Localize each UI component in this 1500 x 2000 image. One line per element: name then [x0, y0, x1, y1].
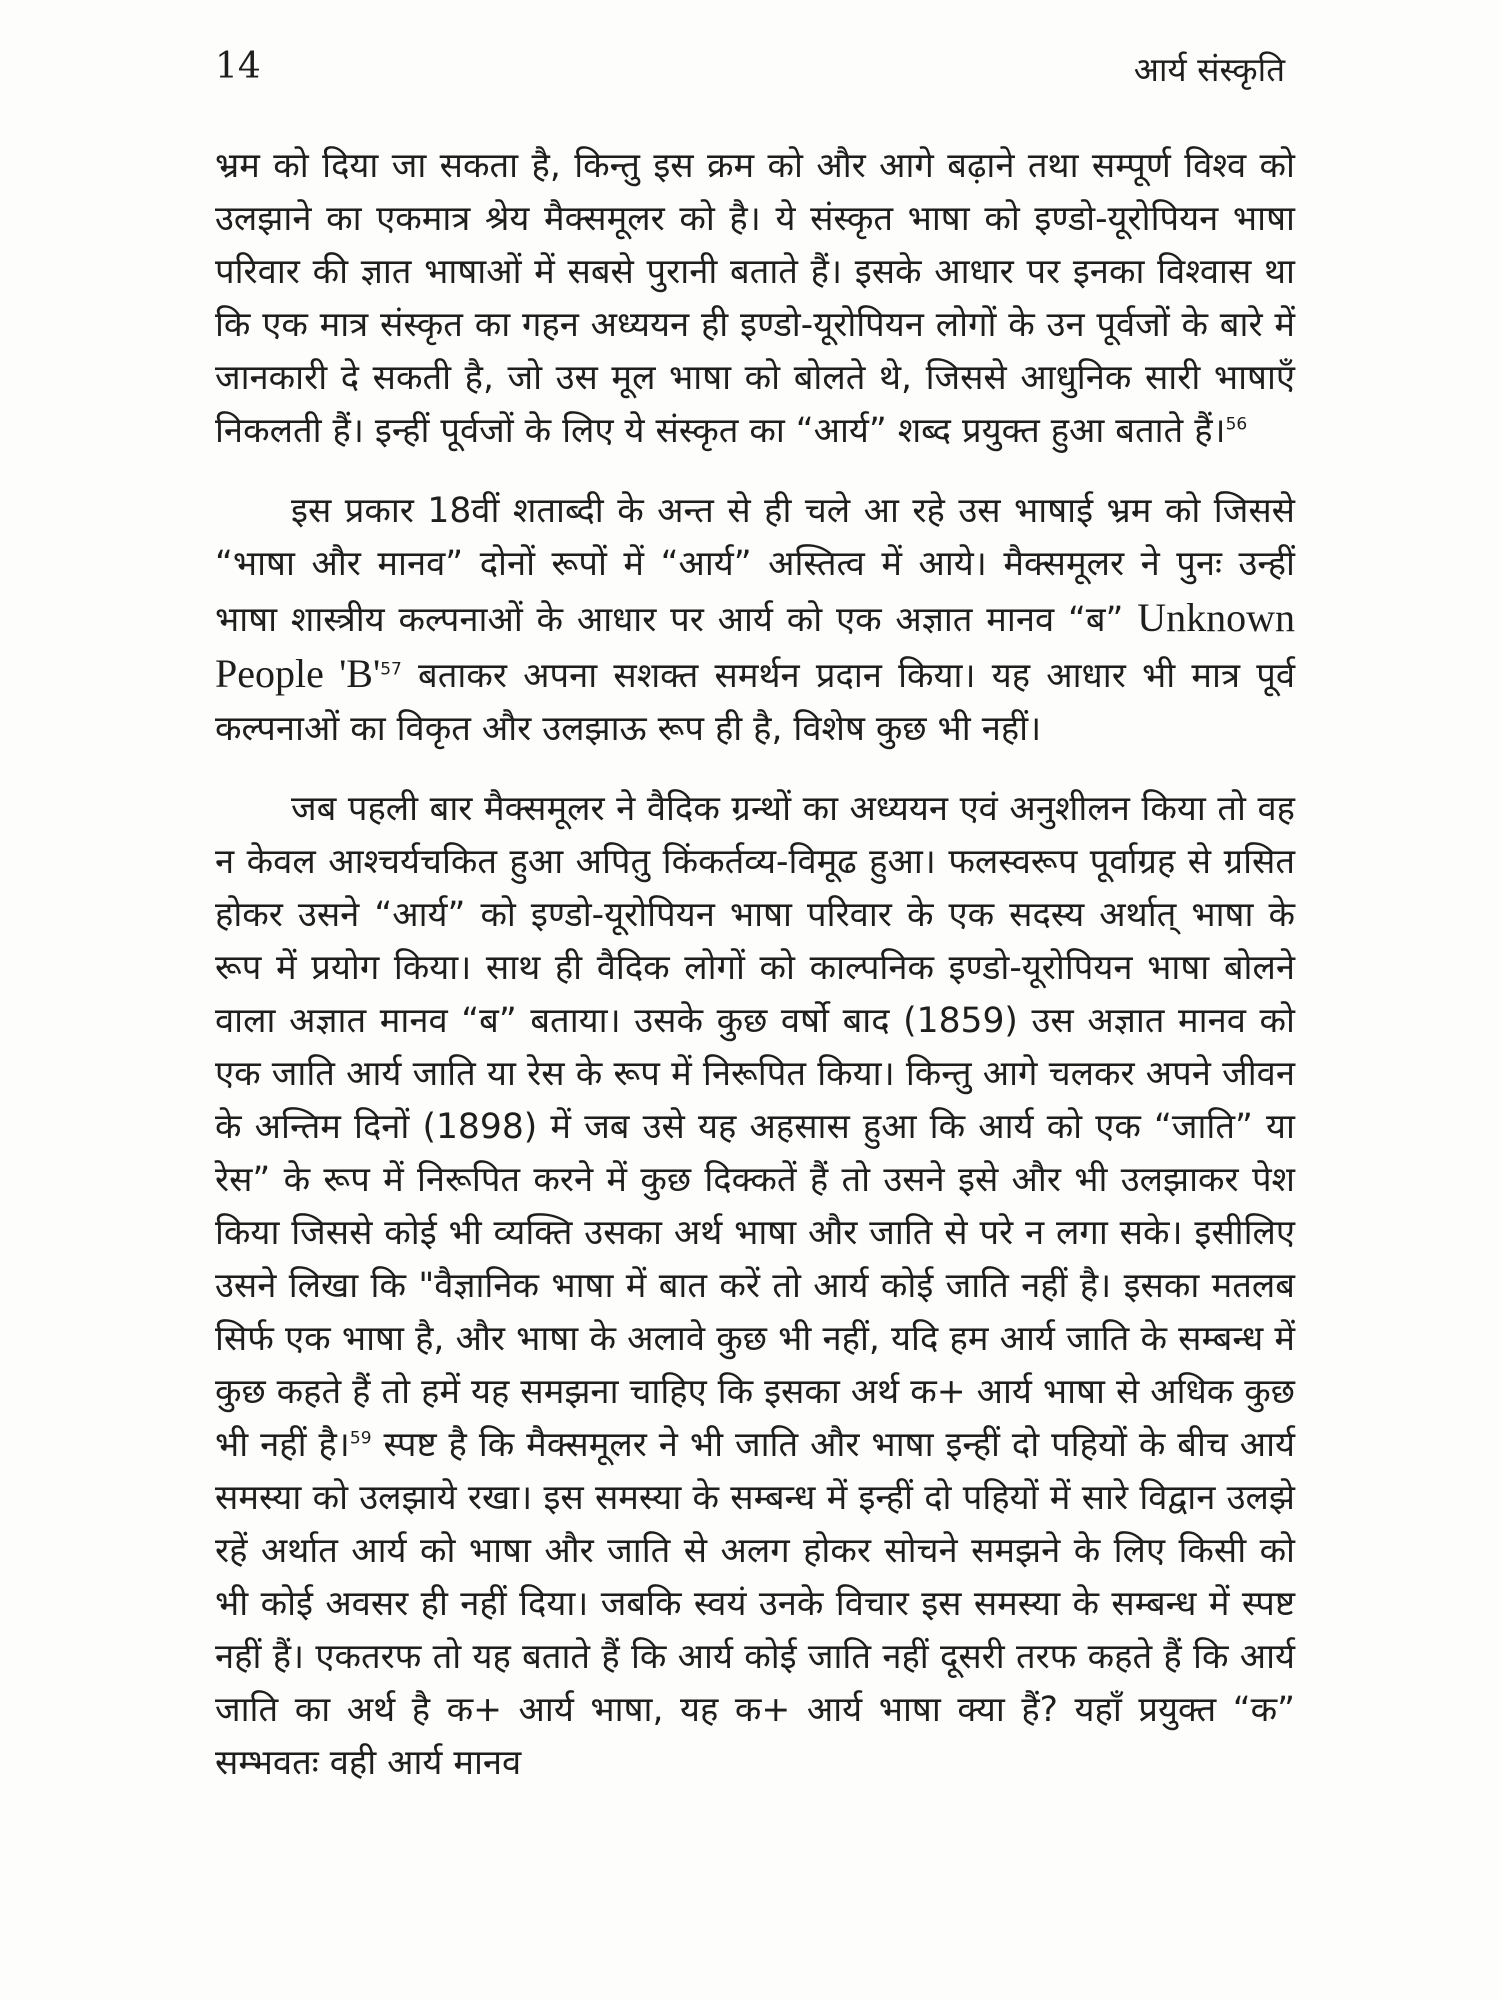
page-body	[215, 140, 1295, 1817]
footnote-ref-57: 57	[380, 659, 402, 680]
paragraph-3	[215, 783, 1295, 1790]
running-title: आर्य संस्कृति	[1133, 50, 1285, 89]
paragraph-2-text-b: बताकर अपना सशक्त समर्थन प्रदान किया। यह आधार भी मात्र पूर्व कल्पनाओं का विकृत और उलझाऊ रूप ही है, विशेष कुछ भी नहीं।	[215, 656, 1295, 749]
footnote-ref-59: 59	[349, 1428, 372, 1449]
footnote-ref-56: 56	[1225, 414, 1248, 435]
paragraph-1-text: भ्रम को दिया जा सकता है, किन्तु इस क्रम को और आगे बढ़ाने तथा सम्पूर्ण विश्व को उलझाने का एकमात्र श्रेय मैक्समूलर को है। ये संस्कृत भाषा को इण्डो-यूरोपियन भाषा परिवार की ज्ञात भाषाओं में सबसे पुरानी बताते हैं। इसके आधार पर इनका विश्वास था कि एक मात्र संस्कृत का गहन अध्ययन ही इण्डो-यूरोपियन लोगों के उन पूर्वजों के बारे में जानकारी दे सकती है, जो उस मूल भाषा को बोलते थे, जिससे आधुनिक सारी भाषाएँ निकलती हैं। इन्हीं पूर्वजों के लिए ये संस्कृत का “आर्य” शब्द प्रयुक्त हुआ बताते हैं।	[215, 146, 1295, 451]
page-header	[215, 36, 1285, 96]
paragraph-2	[215, 485, 1295, 756]
paragraph-2-text-a: इस प्रकार 18वीं शताब्दी के अन्त से ही चले आ रहे उस भाषाई भ्रम को जिससे “भाषा और मानव” दोनों रूपों में “आर्य” अस्तित्व में आये। मैक्समूलर ने पुनः उन्हीं भाषा शास्त्रीय कल्पनाओं के आधार पर आर्य को एक अज्ञात मानव “ब”	[215, 491, 1295, 640]
paragraph-3-text-b: स्पष्ट है कि मैक्समूलर ने भी जाति और भाषा इन्हीं दो पहियों के बीच आर्य समस्या को उलझाये रखा। इस समस्या के सम्बन्ध में इन्हीं दो पहियों में सारे विद्वान उलझे रहें अर्थात आर्य को भाषा और जाति से अलग होकर सोचने समझने के लिए किसी को भी कोई अवसर ही नहीं दिया। जबकि स्वयं उनके विचार इस समस्या के सम्बन्ध में स्पष्ट नहीं हैं। एकतरफ तो यह बताते हैं कि आर्य कोई जाति नहीं दूसरी तरफ कहते हैं कि आर्य जाति का अर्थ है क+ आर्य भाषा, यह क+ आर्य भाषा क्या हैं? यहाँ प्रयुक्त “क” सम्भवतः वही आर्य मानव	[215, 1425, 1296, 1783]
paragraph-3-text-a: जब पहली बार मैक्समूलर ने वैदिक ग्रन्थों का अध्ययन एवं अनुशीलन किया तो वह न केवल आश्चर्यचकित हुआ अपितु किंकर्तव्य-विमूढ हुआ। फलस्वरूप पूर्वाग्रह से ग्रसित होकर उसने “आर्य” को इण्डो-यूरोपियन भाषा परिवार के एक सदस्य अर्थात् भाषा के रूप में प्रयोग किया। साथ ही वैदिक लोगों को काल्पनिक इण्डो-यूरोपियन भाषा बोलने वाला अज्ञात मानव “ब” बताया। उसके कुछ वर्षो बाद (1859) उस अज्ञात मानव को एक जाति आर्य जाति या रेस के रूप में निरूपित किया। किन्तु आगे चलकर अपने जीवन के अन्तिम दिनों (1898) में जब उसे यह अहसास हुआ कि आर्य को एक “जाति” या रेस” के रूप में निरूपित करने में कुछ दिक्कतें हैं तो उसने इसे और भी उलझाकर पेश किया जिससे कोई भी व्यक्ति उसका अर्थ भाषा और जाति से परे न लगा सके। इसीलिए उसने लिखा कि "वैज्ञानिक भाषा में बात करें तो आर्य कोई जाति नहीं है। इसका मतलब सिर्फ एक भाषा है, और भाषा के अलावे कुछ भी नहीं, यदि हम आर्य जाति के सम्बन्ध में कुछ कहते हैं तो हमें यह समझना चाहिए कि इसका अर्थ क+ आर्य भाषा से अधिक कुछ भी नहीं है।	[215, 789, 1295, 1465]
paragraph-1	[215, 140, 1295, 458]
page-number: 14	[215, 46, 261, 87]
unknown-people-b: Unknown People 'B'	[215, 595, 1295, 696]
